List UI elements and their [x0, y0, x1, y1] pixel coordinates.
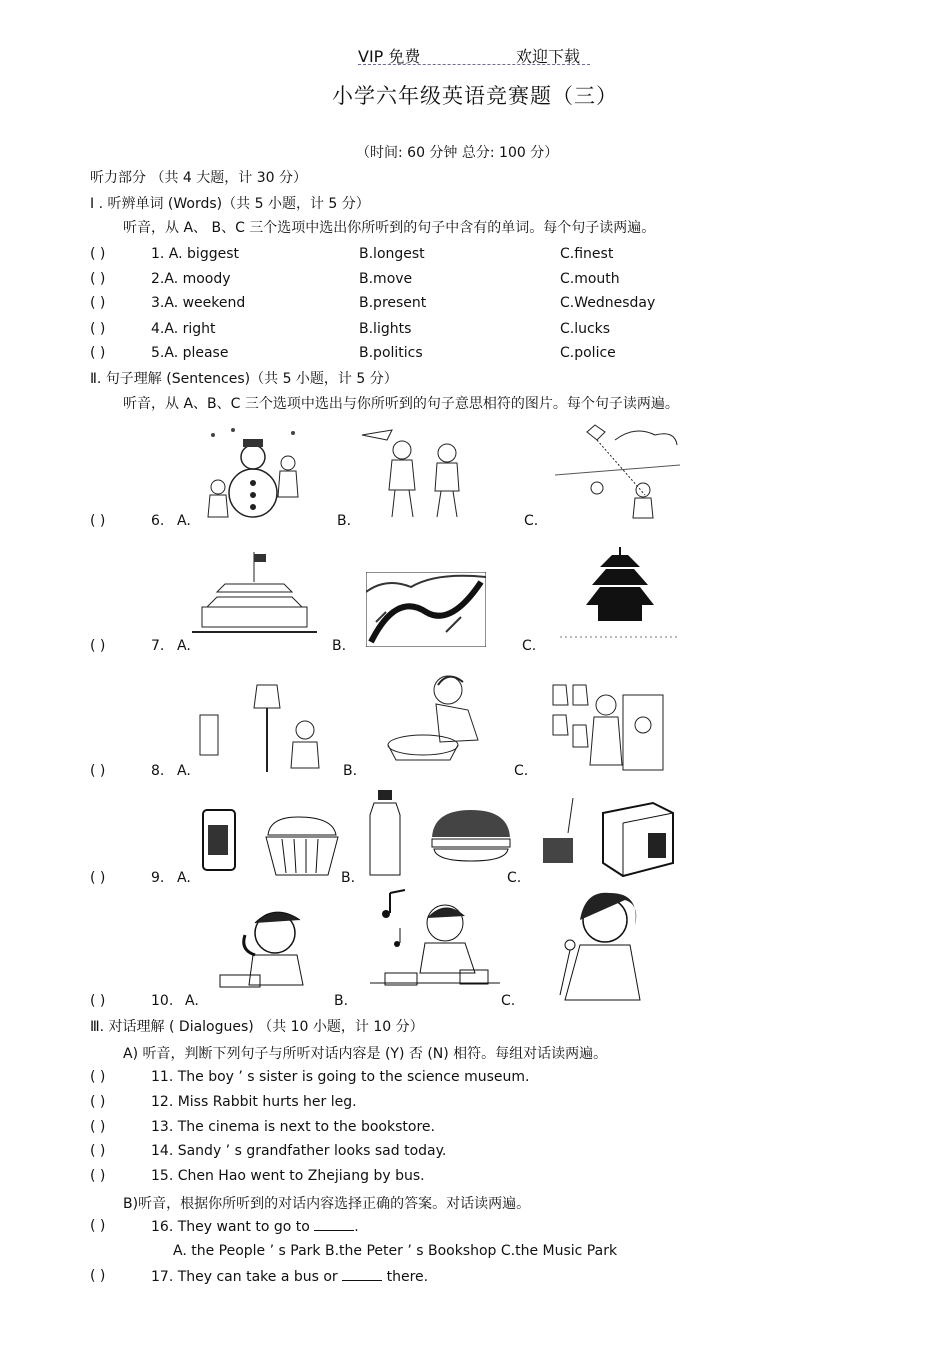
option-b: B. — [341, 870, 356, 886]
great-wall-illustration — [366, 572, 486, 647]
answer-blank: ( ) — [90, 295, 106, 311]
option-c: C. — [522, 638, 537, 654]
clothes-shop-illustration — [548, 675, 668, 775]
header-divider — [358, 64, 590, 65]
option-b: B.longest — [359, 246, 425, 262]
answer-blank: ( ) — [90, 271, 106, 287]
question-number: 7. — [151, 638, 165, 654]
answer-blank: ( ) — [90, 513, 106, 529]
option-a: A. — [177, 763, 191, 779]
option-a: A. — [177, 513, 191, 529]
option-b: B. — [332, 638, 347, 654]
boys-playing-illustration — [357, 425, 477, 525]
option-b: B.lights — [359, 321, 412, 337]
page-title: 小学六年级英语竞赛题（三） — [332, 84, 618, 108]
option-c: C.finest — [560, 246, 614, 262]
option-b: B.politics — [359, 345, 423, 361]
listening-music-illustration — [370, 888, 500, 998]
option-b: B. — [337, 513, 352, 529]
question-16-end: . — [354, 1219, 359, 1235]
snowman-illustration — [198, 425, 308, 525]
fill-blank — [314, 1218, 354, 1231]
answer-blank: ( ) — [90, 1268, 106, 1284]
question-16-text: 16. They want to go to — [151, 1219, 310, 1235]
question-text: 14. Sandy ’ s grandfather looks sad today. — [151, 1143, 447, 1159]
part1-heading: I . 听辨单词 (Words)（共 5 小题，计 5 分） — [90, 196, 370, 212]
bottle-and-burger-illustration — [366, 785, 511, 880]
washing-clothes-illustration — [378, 670, 493, 770]
phone-call-illustration — [205, 905, 345, 1000]
part1-instruction: 听音，从 A、 B、C 三个选项中选出你所听到的句子中含有的单词。每个句子读两遍。 — [123, 220, 656, 236]
option-c: C.mouth — [560, 271, 620, 287]
singing-girl-illustration — [540, 885, 660, 1005]
option-c: C. — [507, 870, 522, 886]
option-a: 4.A. right — [151, 321, 216, 337]
temple-of-heaven-illustration — [560, 545, 680, 645]
question-number: 10. — [151, 993, 174, 1009]
answer-blank: ( ) — [90, 246, 106, 262]
answer-blank: ( ) — [90, 1218, 106, 1234]
question-text — [151, 1268, 428, 1285]
part2-instruction: 听音，从 A、B、C 三个选项中选出与你所听到的句子意思相符的图片。每个句子读两遍。 — [123, 396, 679, 412]
answer-blank: ( ) — [90, 1168, 106, 1184]
option-c: C.Wednesday — [560, 295, 656, 311]
option-a: 3.A. weekend — [151, 295, 246, 311]
header-welcome: 欢迎下载 — [516, 47, 581, 66]
option-a: A. — [177, 870, 191, 886]
question-text: 11. The boy ’ s sister is going to the science museum. — [151, 1069, 530, 1085]
question-17-text: 17. They can take a bus or — [151, 1269, 338, 1285]
question-number: 9. — [151, 870, 165, 886]
answer-blank: ( ) — [90, 321, 106, 337]
answer-blank: ( ) — [90, 1119, 106, 1135]
answer-blank: ( ) — [90, 1094, 106, 1110]
kite-flying-illustration — [555, 420, 680, 525]
question-17-end: there. — [386, 1269, 429, 1285]
tiananmen-illustration — [192, 552, 317, 637]
header-vip: VIP 免费 — [358, 47, 421, 66]
option-b: B.move — [359, 271, 413, 287]
option-c: C. — [514, 763, 529, 779]
question-text — [151, 1218, 359, 1235]
answer-blank: ( ) — [90, 993, 106, 1009]
option-b: B.present — [359, 295, 427, 311]
answer-blank: ( ) — [90, 763, 106, 779]
question-text: 15. Chen Hao went to Zhejiang by bus. — [151, 1168, 425, 1184]
listening-heading: 听力部分 （共 4 大题，计 30 分） — [90, 170, 307, 186]
candy-and-chocolate-box-illustration — [538, 798, 678, 878]
exam-meta: （时间: 60 分钟 总分: 100 分） — [356, 145, 559, 161]
answer-blank: ( ) — [90, 638, 106, 654]
option-c: C. — [501, 993, 516, 1009]
answer-blank: ( ) — [90, 1069, 106, 1085]
option-a: 1. A. biggest — [151, 246, 239, 262]
question-text: 13. The cinema is next to the bookstore. — [151, 1119, 435, 1135]
question-number: 6. — [151, 513, 165, 529]
answer-blank: ( ) — [90, 870, 106, 886]
part3-sub-a: A) 听音，判断下列句子与所听对话内容是 (Y) 否 (N) 相符。每组对话读两遍。 — [123, 1046, 608, 1062]
option-a: 5.A. please — [151, 345, 229, 361]
option-c: C.police — [560, 345, 616, 361]
option-b: B. — [343, 763, 358, 779]
option-a: 2.A. moody — [151, 271, 231, 287]
part3-heading: Ⅲ. 对话理解 ( Dialogues) （共 10 小题，计 10 分） — [90, 1019, 424, 1035]
option-c: C.lucks — [560, 321, 611, 337]
option-a: A. — [185, 993, 199, 1009]
part3-sub-b: B)听音，根据你所听到的对话内容选择正确的答案。对话读两遍。 — [123, 1196, 531, 1212]
question-text: 12. Miss Rabbit hurts her leg. — [151, 1094, 357, 1110]
option-b: B. — [334, 993, 349, 1009]
answer-blank: ( ) — [90, 1143, 106, 1159]
answer-blank: ( ) — [90, 345, 106, 361]
part2-heading: Ⅱ. 句子理解 (Sentences)（共 5 小题，计 5 分） — [90, 371, 398, 387]
option-a: A. — [177, 638, 191, 654]
can-and-cupcake-illustration — [198, 805, 343, 880]
question-16-options: A. the People ’ s Park B.the Peter ’ s Bookshop C.the Music Park — [173, 1243, 618, 1259]
option-c: C. — [524, 513, 539, 529]
fill-blank — [342, 1268, 382, 1281]
question-number: 8. — [151, 763, 165, 779]
reading-lamp-illustration — [195, 680, 330, 775]
